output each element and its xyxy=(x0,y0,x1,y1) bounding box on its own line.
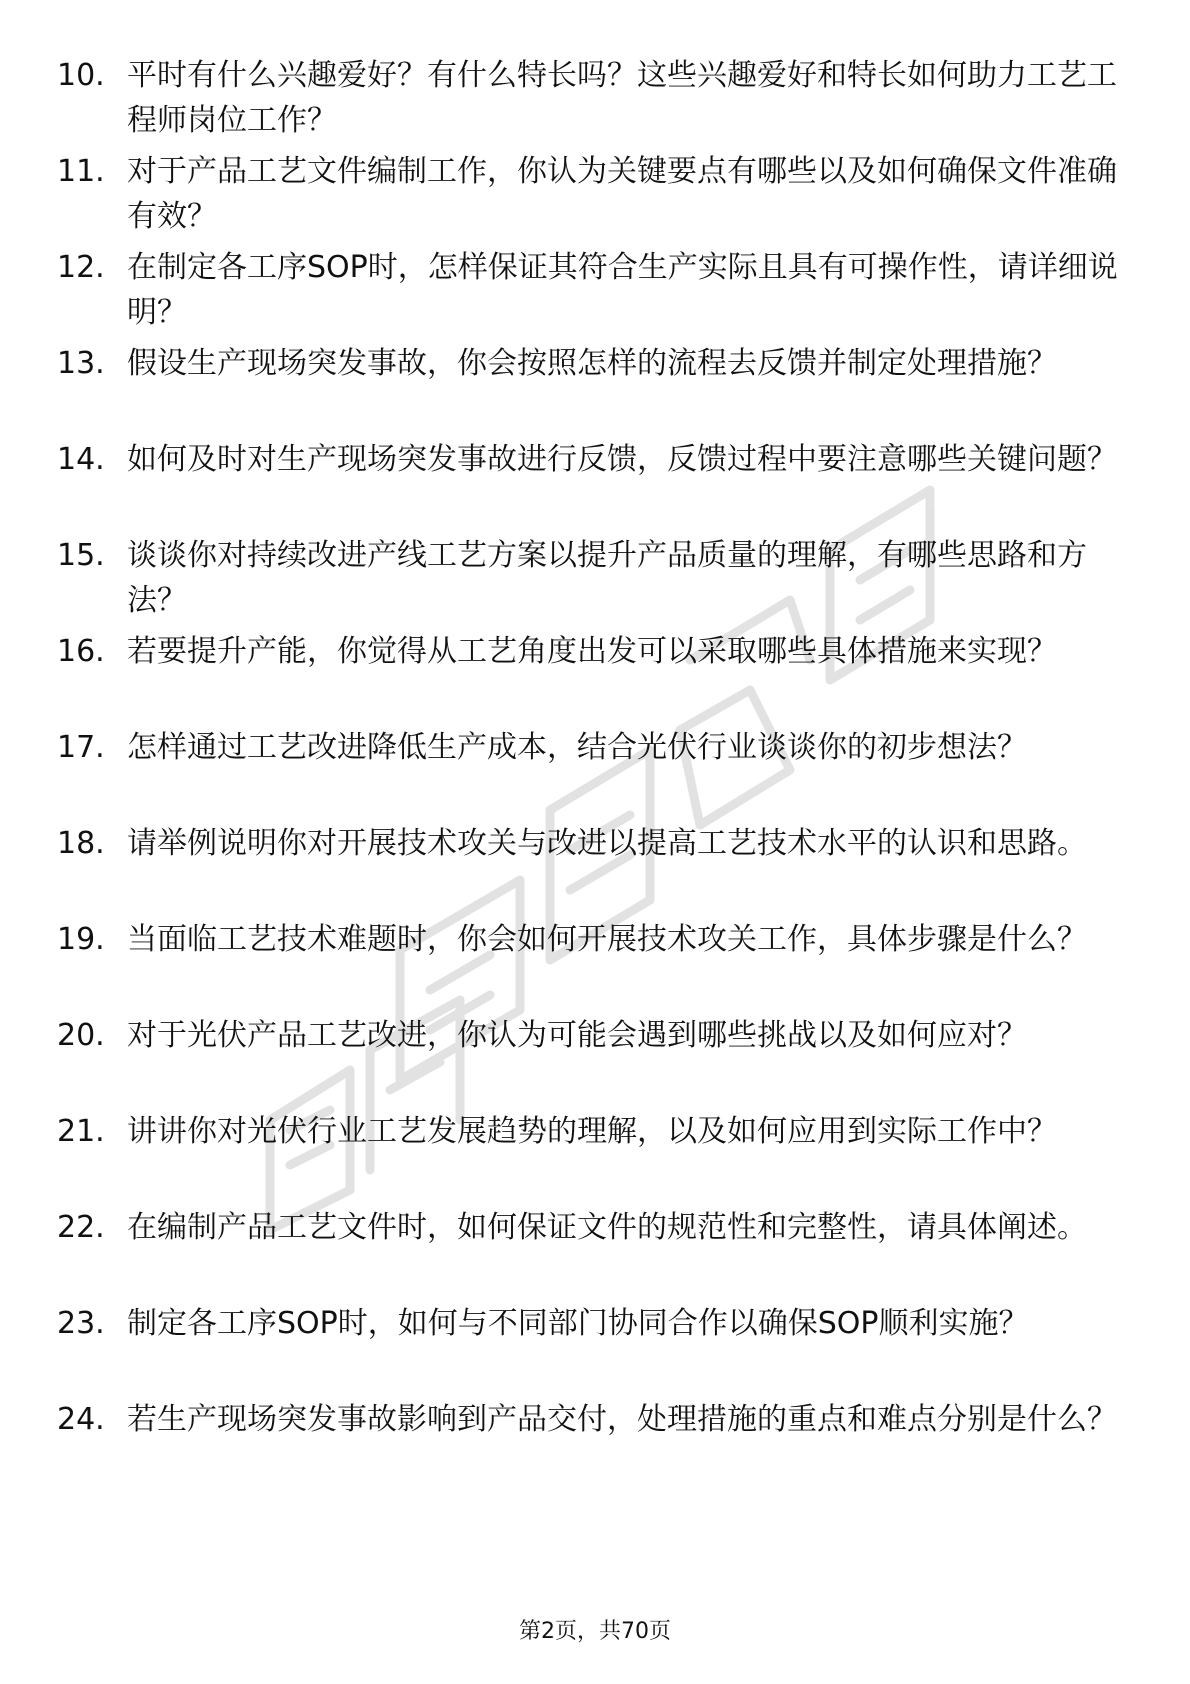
question-item xyxy=(57,725,1137,825)
question-text: 平时有什么兴趣爱好？有什么特长吗？这些兴趣爱好和特长如何助力工艺工程师岗位工作？ xyxy=(127,58,1117,138)
question-number: 21. xyxy=(57,1114,105,1149)
question-item xyxy=(57,245,1137,345)
question-text: 若生产现场突发事故影响到产品交付，处理措施的重点和难点分别是什么？ xyxy=(127,1402,1117,1437)
page-footer: 第2页，共70页 xyxy=(519,1619,671,1644)
question-item xyxy=(57,629,1137,729)
question-item xyxy=(57,533,1137,633)
question-item xyxy=(57,1013,1137,1113)
question-text: 在编制产品工艺文件时，如何保证文件的规范性和完整性，请具体阐述。 xyxy=(127,1210,1087,1245)
question-text: 在制定各工序SOP时，怎样保证其符合生产实际且具有可操作性，请详细说明？ xyxy=(127,250,1118,330)
question-text: 制定各工序SOP时，如何与不同部门协同合作以确保SOP顺利实施？ xyxy=(127,1306,1029,1341)
question-number: 22. xyxy=(57,1210,105,1245)
question-item xyxy=(57,1109,1137,1209)
question-number: 19. xyxy=(57,922,105,957)
question-number: 24. xyxy=(57,1402,105,1437)
question-item xyxy=(57,1301,1137,1401)
question-text: 假设生产现场突发事故，你会按照怎样的流程去反馈并制定处理措施？ xyxy=(127,346,1057,381)
question-number: 11. xyxy=(57,154,105,189)
question-text: 对于光伏产品工艺改进，你认为可能会遇到哪些挑战以及如何应对？ xyxy=(127,1018,1027,1053)
question-number: 13. xyxy=(57,346,105,381)
question-number: 20. xyxy=(57,1018,105,1053)
question-number: 12. xyxy=(57,250,105,285)
question-number: 14. xyxy=(57,442,105,477)
question-item xyxy=(57,149,1137,249)
question-text: 怎样通过工艺改进降低生产成本，结合光伏行业谈谈你的初步想法？ xyxy=(127,730,1027,765)
question-text: 讲讲你对光伏行业工艺发展趋势的理解，以及如何应用到实际工作中？ xyxy=(127,1114,1057,1149)
question-item xyxy=(57,1205,1137,1305)
question-item xyxy=(57,53,1137,153)
question-item xyxy=(57,917,1137,1017)
question-item xyxy=(57,341,1137,441)
question-item xyxy=(57,1397,1137,1497)
question-text: 请举例说明你对开展技术攻关与改进以提高工艺技术水平的认识和思路。 xyxy=(127,826,1087,861)
question-text: 如何及时对生产现场突发事故进行反馈，反馈过程中要注意哪些关键问题？ xyxy=(127,442,1117,477)
question-text: 当面临工艺技术难题时，你会如何开展技术攻关工作，具体步骤是什么？ xyxy=(127,922,1087,957)
question-text: 若要提升产能，你觉得从工艺角度出发可以采取哪些具体措施来实现？ xyxy=(127,634,1057,669)
question-item xyxy=(57,437,1137,537)
question-number: 23. xyxy=(57,1306,105,1341)
question-number: 15. xyxy=(57,538,105,573)
question-number: 17. xyxy=(57,730,105,765)
question-number: 10. xyxy=(57,58,105,93)
question-item xyxy=(57,821,1137,921)
question-text: 对于产品工艺文件编制工作，你认为关键要点有哪些以及如何确保文件准确有效？ xyxy=(127,154,1117,234)
question-number: 16. xyxy=(57,634,105,669)
question-text: 谈谈你对持续改进产线工艺方案以提升产品质量的理解，有哪些思路和方法？ xyxy=(127,538,1087,618)
question-number: 18. xyxy=(57,826,105,861)
